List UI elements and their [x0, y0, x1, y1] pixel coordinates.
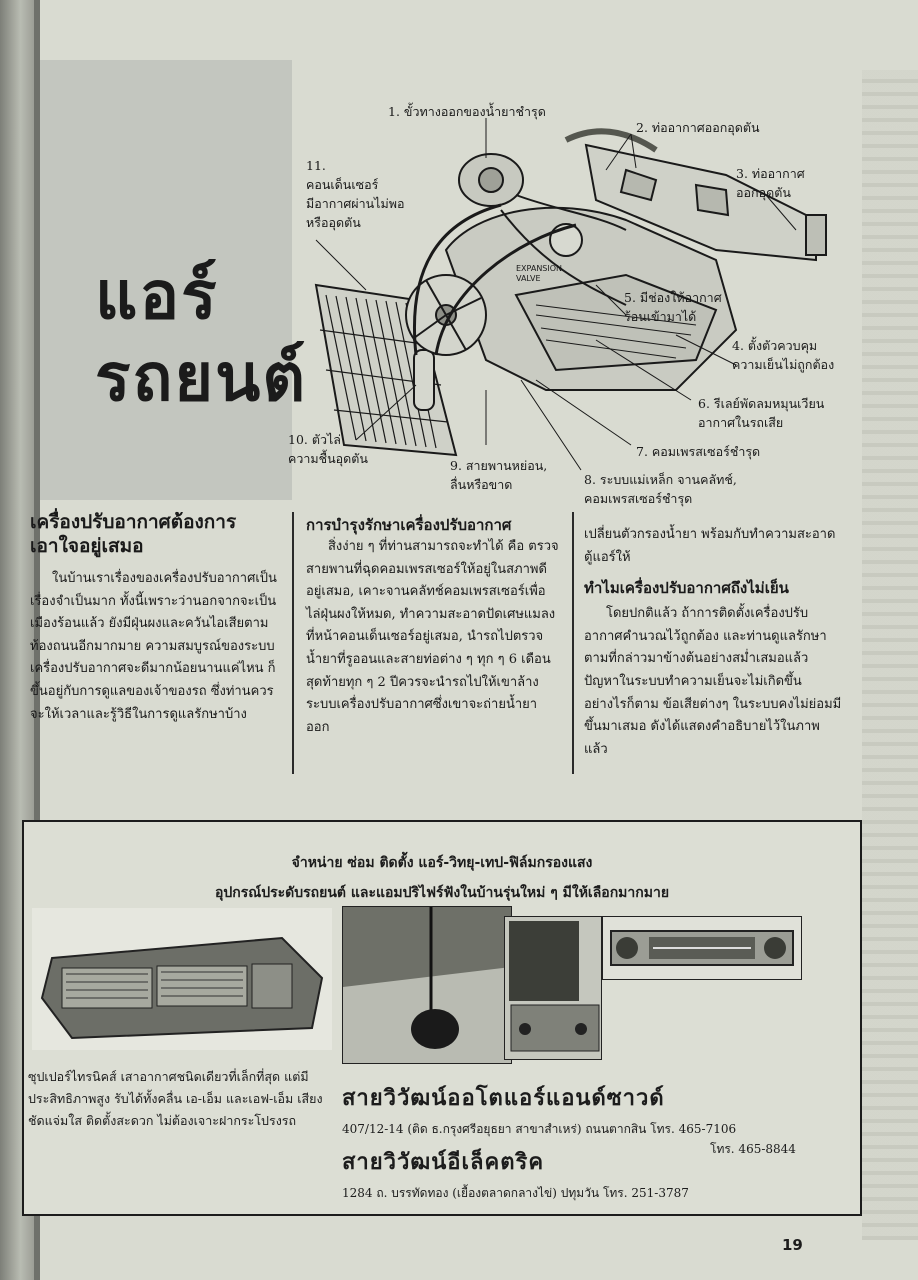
diagram-label-8: 8. ระบบแม่เหล็ก จานคลัทช์, คอมเพรสเซอร์ชำรุด: [584, 472, 737, 506]
photo-amplifier: [504, 916, 602, 1060]
diagram-label-11: 11. คอนเด็นเซอร์ มีอากาศผ่านไม่พอ หรืออุดตัน: [306, 158, 405, 230]
diagram-label-7: 7. คอมเพรสเซอร์ชำรุด: [636, 444, 761, 459]
diagram-label-10: 10. ตัวไล่ ความชื้นอุดตัน: [288, 432, 368, 466]
car-stereo-icon: [603, 917, 801, 979]
column-2-heading: การบำรุงรักษาเครื่องปรับอากาศ: [306, 516, 512, 534]
column-1: [30, 510, 280, 726]
air-conditioner-unit-icon: [32, 908, 332, 1050]
photo-car-stereo: [602, 916, 802, 980]
expansion-valve-label: EXPANSION VALVE: [516, 264, 563, 283]
ad-headline-1: จำหน่าย ซ่อม ติดตั้ง แอร์-วิทยุ-เทป-ฟิล์มกรองแสง: [291, 855, 593, 871]
column-1-heading: เครื่องปรับอากาศต้องการเอาใจอยู่เสมอ: [30, 511, 237, 557]
photo-antenna: [342, 906, 512, 1064]
shop-name-2: สายวิวัฒน์อีเล็คตริค: [342, 1150, 545, 1175]
title-line-2: รถยนต์: [95, 339, 308, 416]
shop-address-2: 1284 ถ. บรรทัดทอง (เยื้องตลาดกลางไข่) ปทุมวัน โทร. 251-3787: [342, 1186, 689, 1200]
column-3-body: โดยปกติแล้ว ถ้าการติดตั้งเครื่องปรับอากาศคำนวณไว้ถูกต้อง และท่านดูแลรักษาตามที่กล่าวมาข้างต้นอย่างสม่ำเสมอแล้ว ปัญหาในระบบทำความเย็นจะไม่เกิดขึ้น อย่างไรก็ตาม ข้อเสียต่างๆ ในระบบคงไม่ย่อมมีขึ้นมาเสมอ ดังได้แสดงคำอธิบายไว้ในภาพแล้ว: [584, 606, 842, 757]
amplifier-icon: [505, 917, 601, 1059]
article-title: [95, 255, 307, 419]
advertisement-box: [22, 820, 862, 1216]
column-2-body: สิ่งง่าย ๆ ที่ท่านสามารถจะทำได้ คือ ตรวจสายพานที่ฉุดคอมเพรสเซอร์ให้อยู่ในสภาพดีอยู่เสมอ, เคาะจานคลัทช์คอมเพรสเซอร์เพื่อไล่ฝุ่นผงให้หมด, ทำความสะอาดปัดเศษแมลงที่หน้าคอนเด็นเซอร์อยู่เสมอ, นำรถไปตรวจน้ำยาที่รูออนและสายท่อต่าง ๆ ทุก ๆ 6 เดือน สุดท้ายทุก ๆ 2 ปีควรจะนำรถไปให้เขาล้างระบบเครื่องปรับอากาศซึ่งเขาจะถ่ายน้ำยาออก: [306, 539, 559, 735]
ad-headline-2: อุปกรณ์ประดับรถยนต์ และแอมปริไฟร์ฟังในบ้านรุ่นใหม่ ๆ มีให้เลือกมากมาย: [214, 885, 670, 901]
photo-car-air-conditioner: [32, 908, 332, 1050]
ad-antenna-caption: ซุปเปอร์ไทรนิคส์ เสาอากาศชนิดเดียวที่เล็กที่สุด แต่มีประสิทธิภาพสูง รับได้ทั้งคลื่น เอ-เอ็ม และเอฟ-เอ็ม เสียงชัดแจ่มใส ติดตั้งสะดวก ไม่ต้องเจาะฝากระโปรงรถ: [28, 1069, 323, 1128]
engine-diagram: [288, 100, 858, 506]
diagram-label-3: 3. ท่ออากาศ ออกอุดตัน: [736, 166, 805, 200]
column-3-heading: ทำไมเครื่องปรับอากาศถึงไม่เย็น: [584, 579, 789, 598]
diagram-label-4: 4. ตั้งตัวควบคุม ความเย็นไม่ถูกต้อง: [732, 338, 835, 372]
shop-phone-1b: โทร. 465-8844: [710, 1142, 796, 1156]
column-2: [306, 514, 560, 739]
diagram-label-2: 2. ท่ออากาศออกอุดตัน: [636, 120, 760, 135]
column-divider-2: [572, 512, 574, 774]
column-3-intro: เปลี่ยนตัวกรองน้ำยา พร้อมกับทำความสะอาดตู้แอร์ให้: [584, 527, 836, 565]
title-line-1: แอร์: [95, 257, 219, 334]
column-divider-1: [292, 512, 294, 774]
diagram-label-1: 1. ขั้วทางออกของน้ำยาชำรุด: [388, 104, 546, 119]
column-1-body: ในบ้านเราเรื่องของเครื่องปรับอากาศเป็นเรื่องจำเป็นมาก ทั้งนี้เพราะว่านอกจากจะเป็นเมืองร้อนแล้ว ยังมีฝุ่นผงและควันไอเสียตามท้องถนนอีกมากมาย ความสมบูรณ์ของระบบเครื่องปรับอากาศจะดีมากน้อยนานแค่ไหน ก็ขึ้นอยู่กับการดูแลของเจ้าของรถ ซึ่งท่านควรจะให้เวลาและรู้วิธีในการดูแลรักษาบ้าง: [30, 571, 277, 722]
page-number: 19: [782, 1236, 803, 1254]
column-3: [584, 524, 842, 761]
diagram-label-9: 9. สายพานหย่อน, ลื่นหรือขาด: [450, 458, 548, 492]
diagram-label-5: 5. มีช่องให้อากาศ ร้อนเข้ามาได้: [624, 290, 722, 324]
diagram-label-6: 6. รีเลย์พัดลมหมุนเวียน อากาศในรถเสีย: [698, 396, 825, 430]
title-panel: [40, 60, 308, 500]
shop-name-1: สายวิวัฒน์ออโตแอร์แอนด์ซาวด์: [342, 1086, 665, 1111]
antenna-icon: [343, 907, 511, 1063]
bleed-through-text: [862, 70, 918, 1240]
shop-address-1: 407/12-14 (ติด ธ.กรุงศรีอยุธยา สาขาสำเหร่) ถนนตากสิน โทร. 465-7106: [342, 1122, 737, 1136]
